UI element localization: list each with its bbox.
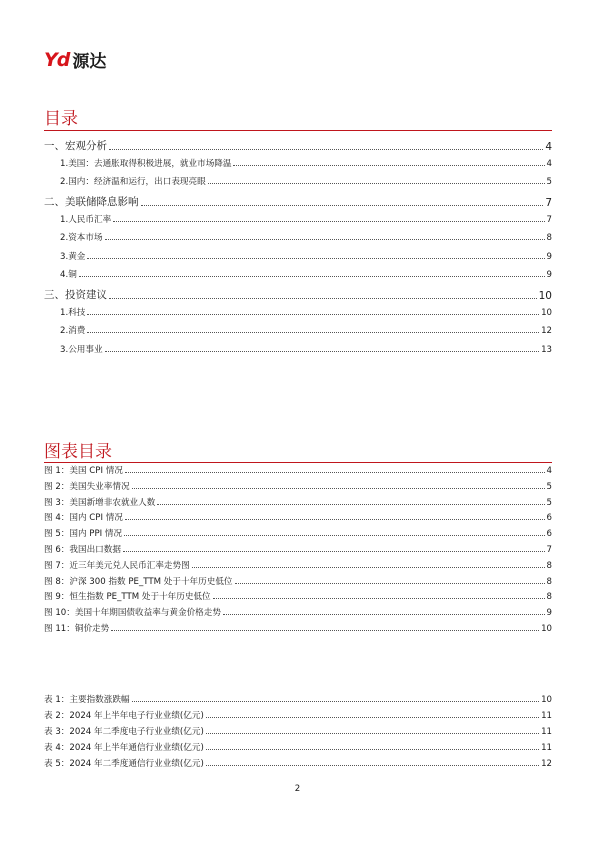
entry-label: 图 1：美国 CPI 情况 [44,466,123,476]
entry-label: 2.消费 [60,326,86,336]
fig-entry[interactable] [44,496,552,508]
entry-label: 表 1：主要指数涨跌幅 [44,695,130,705]
dot-leader [206,733,539,734]
toc-entry[interactable] [44,250,552,262]
entry-page: 9 [546,252,552,262]
entry-label: 表 3：2024 年二季度电子行业业绩(亿元) [44,727,204,737]
dot-leader [132,701,540,702]
entry-label: 图 4：国内 CPI 情况 [44,513,123,524]
fig-entry[interactable] [44,606,552,618]
entry-label: 图 3：美国新增非农就业人数 [44,497,156,508]
dot-leader [235,583,545,584]
figures-list [44,464,552,644]
dot-leader [141,205,544,206]
fig-entry[interactable] [44,559,552,571]
dot-leader [125,519,545,520]
entry-page: 9 [546,608,552,619]
entry-page: 12 [541,326,552,336]
entry-page: 5 [546,177,552,187]
entry-page: 10 [538,290,552,302]
fig-entry[interactable] [44,511,552,523]
entry-label: 图 9：恒生指数 PE_TTM 处于十年历史低位 [44,592,211,603]
entry-page: 4 [546,159,552,169]
tab-entry[interactable] [44,725,552,737]
entry-page: 12 [541,759,552,769]
entry-page: 7 [545,197,552,209]
dot-leader [206,749,539,750]
dot-leader [87,258,544,259]
dot-leader [113,221,544,222]
entry-page: 7 [546,215,552,225]
entry-page: 11 [541,711,552,721]
entry-page: 8 [546,576,552,587]
dot-leader [87,332,539,333]
toc-entry[interactable] [44,231,552,243]
dot-leader [125,472,545,473]
toc-entry[interactable] [44,287,552,302]
entry-label: 3.公用事业 [60,345,103,355]
entry-page: 8 [546,233,552,243]
dot-leader [109,149,543,150]
entry-label: 一、宏观分析 [44,140,107,152]
entry-page: 6 [546,513,552,524]
dot-leader [213,598,545,599]
dot-leader [223,614,545,615]
fig-entry[interactable] [44,590,552,602]
entry-page: 7 [546,545,552,555]
entry-label: 1.美国：去通胀取得积极进展，就业市场降温 [60,159,232,169]
fig-entry[interactable] [44,622,552,634]
entry-page: 5 [546,497,552,508]
entry-label: 表 4：2024 年上半年通信行业业绩(亿元) [44,743,204,753]
entry-page: 10 [541,308,552,318]
entry-label: 图 10：美国十年期国债收益率与黄金价格走势 [44,608,221,619]
entry-label: 图 11：铜价走势 [44,624,110,634]
entry-page: 10 [541,695,552,705]
dot-leader [109,298,537,299]
dot-leader [233,165,544,166]
fig-entry[interactable] [44,527,552,539]
dot-leader [206,765,539,766]
entry-label: 1.人民币汇率 [60,215,112,225]
toc-entry[interactable] [44,324,552,336]
entry-label: 二、美联储降息影响 [44,196,139,208]
toc-entry[interactable] [44,268,552,280]
figures-title: 图表目录 [44,442,112,462]
entry-label: 2.资本市场 [60,233,103,243]
entry-label: 图 2：美国失业率情况 [44,481,130,492]
entry-label: 图 6：我国出口数据 [44,545,121,555]
entry-page: 8 [546,592,552,603]
logo-text: 源达 [72,52,107,72]
dot-leader [111,630,539,631]
tab-entry[interactable] [44,757,552,769]
dot-leader [206,717,539,718]
page-number: 2 [294,784,301,794]
toc-entry[interactable] [44,138,552,153]
entry-label: 三、投资建议 [44,289,107,301]
entry-label: 表 5：2024 年二季度通信行业业绩(亿元) [44,759,204,769]
entry-label: 1.科技 [60,308,86,318]
dot-leader [123,551,545,552]
tab-entry[interactable] [44,709,552,721]
toc-entry[interactable] [44,213,552,225]
entry-page: 6 [546,529,552,540]
entry-page: 11 [541,727,552,737]
toc-entry[interactable] [44,175,552,187]
entry-label: 表 2：2024 年上半年电子行业业绩(亿元) [44,711,204,721]
tab-entry[interactable] [44,741,552,753]
dot-leader [87,314,539,315]
entry-page: 11 [541,743,552,753]
entry-label: 2.国内：经济温和运行，出口表现亮眼 [60,177,206,187]
toc-entry[interactable] [44,194,552,209]
toc-entry[interactable] [44,157,552,169]
entry-page: 13 [541,345,552,355]
entry-label: 3.黄金 [60,252,86,262]
toc-entry[interactable] [44,306,552,318]
dot-leader [132,488,545,489]
dot-leader [192,567,545,568]
entry-page: 10 [541,624,552,634]
dot-leader [208,183,545,184]
entry-label: 图 5：国内 PPI 情况 [44,529,123,540]
dot-leader [157,504,544,505]
fig-entry[interactable] [44,464,552,476]
dot-leader [79,276,545,277]
entry-label: 图 8：沪深 300 指数 PE_TTM 处于十年历史低位 [44,576,233,587]
toc-title: 目录 [44,109,78,129]
fig-entry[interactable] [44,543,552,555]
entry-page: 4 [546,466,552,476]
entry-label: 图 7：近三年美元兑人民币汇率走势图 [44,560,190,571]
entry-page: 9 [546,270,552,280]
toc-entry[interactable] [44,343,552,355]
dot-leader [105,239,545,240]
fig-entry[interactable] [44,575,552,587]
dot-leader [124,535,544,536]
entry-label: 4.铜 [60,270,77,280]
entry-page: 5 [546,481,552,492]
dot-leader [105,351,539,352]
fig-entry[interactable] [44,480,552,492]
figures-title-rule [44,462,552,463]
entry-page: 8 [546,560,552,571]
toc-list [44,138,552,368]
brand-logo [44,47,106,72]
entry-page: 4 [545,141,552,153]
logo-mark: Yd [44,48,70,71]
toc-title-rule [44,130,552,131]
tables-list [44,693,552,783]
tab-entry[interactable] [44,693,552,705]
